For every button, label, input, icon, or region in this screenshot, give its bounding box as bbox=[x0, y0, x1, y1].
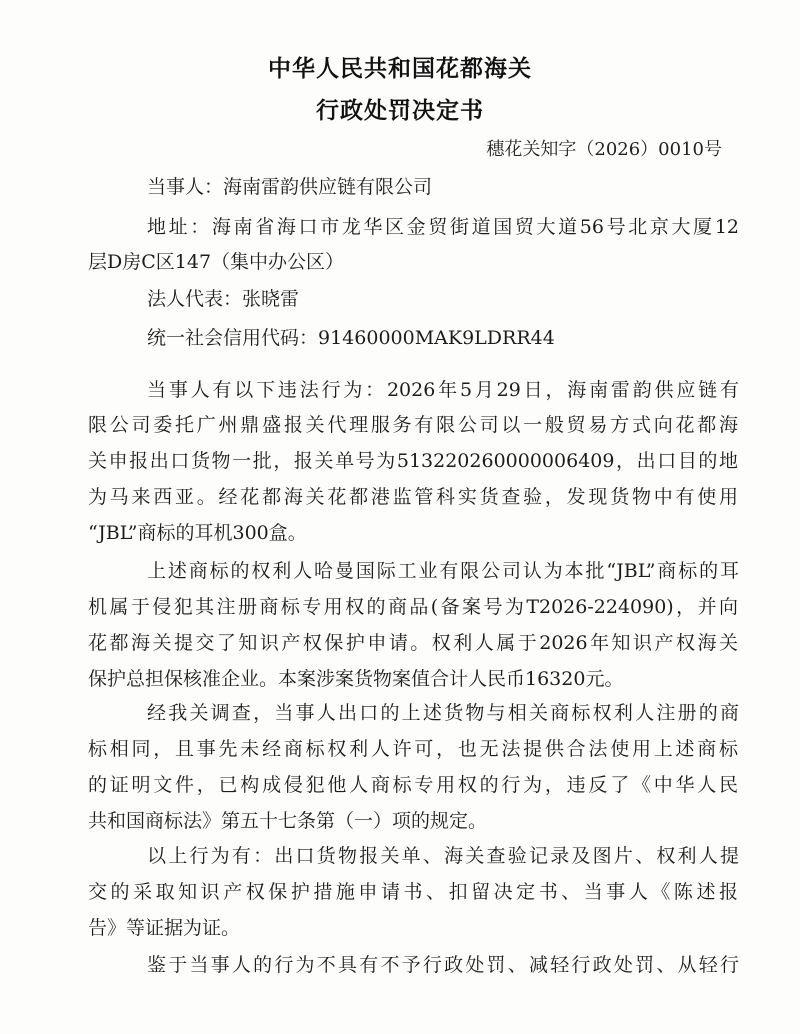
paragraph-2-line: 上述商标的权利人哈曼国际工业有限公司认为本批“JBL”商标的耳 bbox=[147, 560, 739, 582]
paragraph-4-line: 交的采取知识产权保护措施申请书、扣留决定书、当事人《陈述报 bbox=[88, 881, 738, 903]
paragraph-2-line: 机属于侵犯其注册商标专用权的商品(备案号为T2026-224090)，并向 bbox=[88, 596, 738, 618]
paragraph-5-line: 鉴于当事人的行为不具有不予行政处罚、减轻行政处罚、从轻行 bbox=[147, 954, 739, 976]
paragraph-3-line: 标相同，且事先未经商标权利人许可，也无法提供合法使用上述商标 bbox=[88, 738, 738, 760]
party-legal-representative: 法人代表：张晓雷 bbox=[147, 288, 300, 310]
paragraph-3-line: 共和国商标法》第五十七条第（一）项的规定。 bbox=[88, 810, 488, 832]
party-address-line-1: 地址：海南省海口市龙华区金贸街道国贸大道56号北京大厦12 bbox=[147, 216, 739, 238]
paragraph-3-line: 的证明文件，已构成侵犯他人商标专用权的行为，违反了《中华人民 bbox=[88, 774, 738, 796]
paragraph-3-line: 经我关调查，当事人出口的上述货物与相关商标权利人注册的商 bbox=[147, 702, 739, 724]
paragraph-2-line: 保护总担保核准企业。本案涉案货物案值合计人民币16320元。 bbox=[88, 668, 624, 690]
document-number: 穗花关知字（2026）0010号 bbox=[486, 139, 722, 160]
paragraph-1-line: 当事人有以下违法行为：2026年5月29日，海南雷韵供应链有 bbox=[147, 379, 739, 401]
paragraph-1-line: 为马来西亚。经花都海关花都港监管科实货查验，发现货物中有使用 bbox=[88, 486, 738, 508]
paragraph-4-line: 以上行为有：出口货物报关单、海关查验记录及图片、权利人提 bbox=[147, 845, 739, 867]
document-title: 中华人民共和国花都海关 bbox=[268, 56, 532, 82]
paragraph-1-line: “JBL”商标的耳机300盒。 bbox=[88, 522, 307, 544]
party-credit-code: 统一社会信用代码：91460000MAK9LDRR44 bbox=[147, 327, 555, 349]
paragraph-1-line: 关申报出口货物一批，报关单号为513220260000006409，出口目的地 bbox=[88, 450, 738, 472]
paragraph-2-line: 花都海关提交了知识产权保护申请。权利人属于2026年知识产权海关 bbox=[88, 632, 738, 654]
document-subtitle: 行政处罚决定书 bbox=[316, 98, 484, 124]
paragraph-1-line: 限公司委托广州鼎盛报关代理服务有限公司以一般贸易方式向花都海 bbox=[88, 414, 738, 436]
party-name: 当事人：海南雷韵供应链有限公司 bbox=[147, 176, 433, 198]
party-address-line-2: 层D房C区147（集中办公区） bbox=[88, 251, 345, 273]
paragraph-4-line: 告》等证据为证。 bbox=[88, 917, 241, 939]
